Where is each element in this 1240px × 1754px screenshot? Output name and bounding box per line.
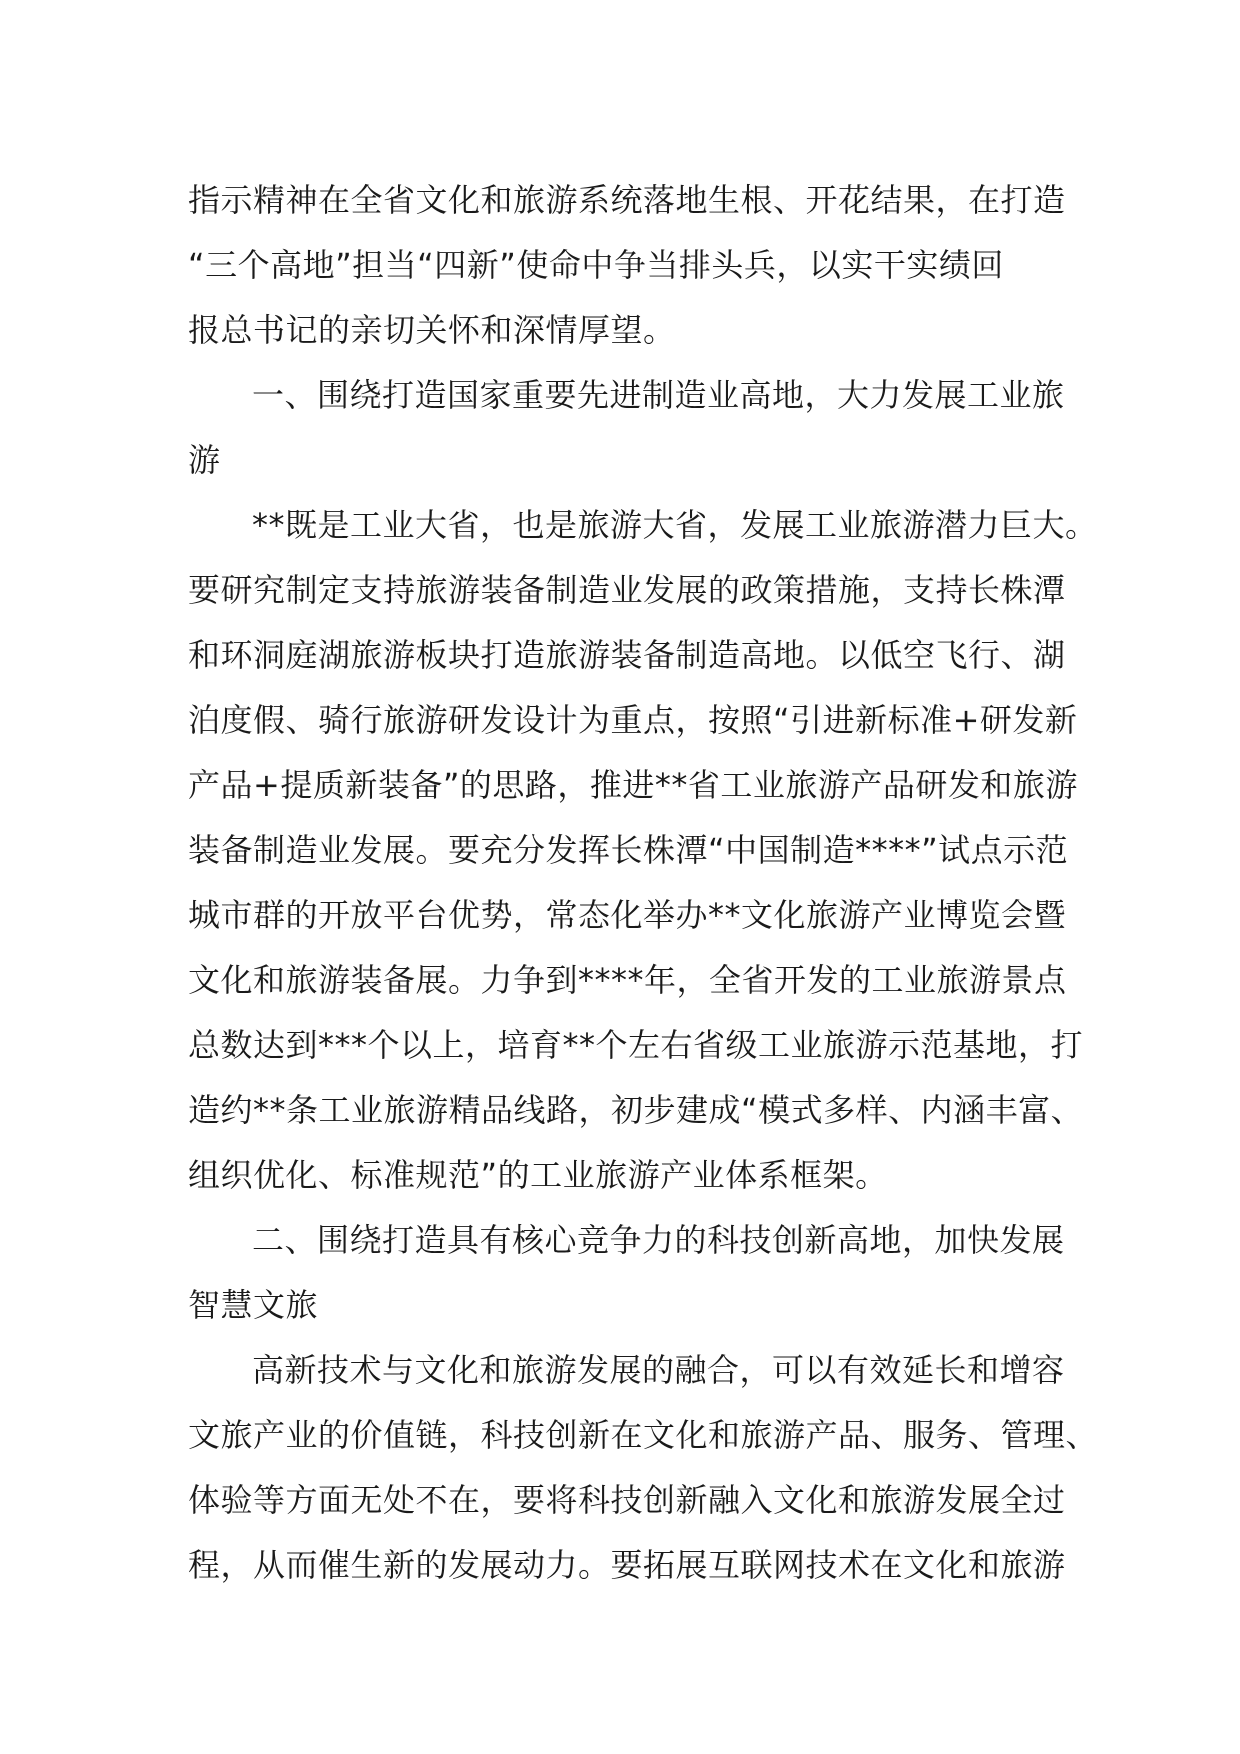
- text-line: 和环洞庭湖旅游板块打造旅游装备制造高地。以低空飞行、湖: [188, 636, 1066, 674]
- section-heading-2: 二、围绕打造具有核心竞争力的科技创新高地，加快发展: [252, 1221, 1065, 1259]
- text-line: “三个高地”担当“四新”使命中争当排头兵，以实干实绩回: [188, 246, 1004, 284]
- section-heading-1-cont: 游: [188, 441, 221, 479]
- text-line: 报总书记的亲切关怀和深情厚望。: [188, 311, 676, 349]
- text-line: **既是工业大省，也是旅游大省，发展工业旅游潜力巨大。: [252, 506, 1098, 544]
- text-line: 泊度假、骑行旅游研发设计为重点，按照“引进新标准+研发新: [188, 701, 1078, 739]
- text-line: 总数达到***个以上，培育**个左右省级工业旅游示范基地，打: [188, 1026, 1084, 1064]
- text-line: 城市群的开放平台优势，常态化举办**文化旅游产业博览会暨: [188, 896, 1067, 934]
- text-line: 要研究制定支持旅游装备制造业发展的政策措施，支持长株潭: [188, 571, 1066, 609]
- section-heading-1: 一、围绕打造国家重要先进制造业高地，大力发展工业旅: [252, 376, 1065, 414]
- text-line: 造约**条工业旅游精品线路，初步建成“模式多样、内涵丰富、: [188, 1091, 1084, 1129]
- document-body: [188, 168, 1099, 1598]
- text-line: 程，从而催生新的发展动力。要拓展互联网技术在文化和旅游: [188, 1546, 1066, 1584]
- text-line: 文化和旅游装备展。力争到****年，全省开发的工业旅游景点: [188, 961, 1067, 999]
- section-heading-2-cont: 智慧文旅: [188, 1286, 319, 1324]
- text-line: 组织优化、标准规范”的工业旅游产业体系框架。: [188, 1156, 888, 1194]
- text-line: 产品+提质新装备”的思路，推进**省工业旅游产品研发和旅游: [188, 766, 1078, 804]
- text-line: 高新技术与文化和旅游发展的融合，可以有效延长和增容: [252, 1351, 1065, 1389]
- text-line: 体验等方面无处不在，要将科技创新融入文化和旅游发展全过: [188, 1481, 1066, 1519]
- text-line: 指示精神在全省文化和旅游系统落地生根、开花结果，在打造: [188, 181, 1066, 219]
- text-line: 装备制造业发展。要充分发挥长株潭“中国制造****”试点示范: [188, 831, 1069, 869]
- text-line: 文旅产业的价值链，科技创新在文化和旅游产品、服务、管理、: [188, 1416, 1099, 1454]
